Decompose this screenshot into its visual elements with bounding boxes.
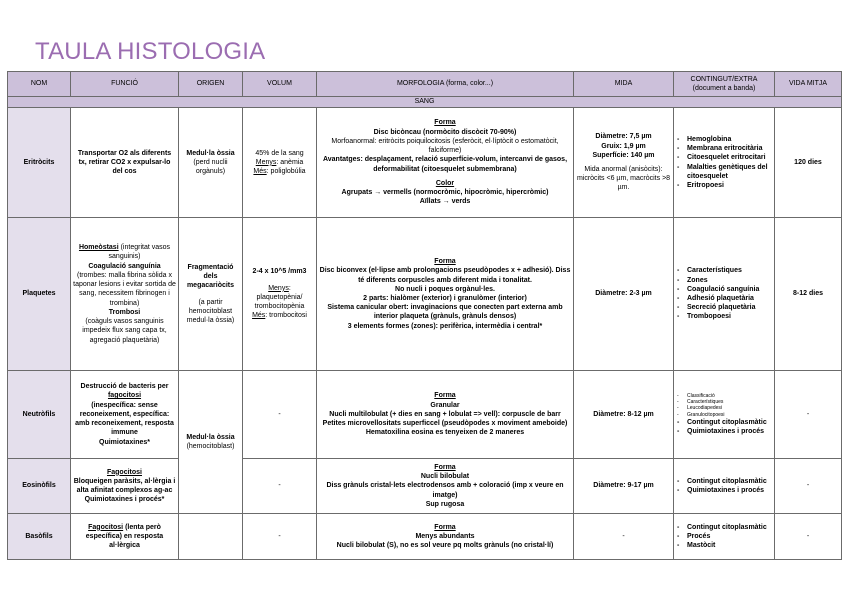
funcio-cell: Transportar O2 als diferents tx, retirar CO2 x expulsar-lo del cos [71, 108, 179, 218]
list-item: - Leucodiapedesi [687, 405, 772, 411]
contingut-list [676, 477, 772, 495]
table-row-neutrofils [8, 371, 842, 459]
funcio-homeostasi-label: Homeòstasi [78, 244, 119, 252]
volum-menys-label: Menys [255, 158, 277, 166]
list-item: - Classificació [687, 393, 772, 399]
list-item: - Membrana eritrocitària [687, 144, 772, 153]
morf-line: 2 parts: hialòmer (exterior) i granulòmer (interior) [363, 295, 527, 302]
row-name: Plaquetes [8, 218, 71, 371]
contingut-cell [674, 218, 775, 371]
header-origen: ORIGEN [179, 72, 243, 97]
funcio-fagocitosi: Fagocitosi [88, 523, 124, 531]
funcio-cell [71, 218, 179, 371]
morfologia-cell [317, 514, 574, 560]
volum-menys-value: : plaquetopènia/ trombocitopènia [254, 284, 305, 311]
vida-cell: - [775, 459, 842, 514]
mida-cell [574, 108, 674, 218]
origen-cell [179, 218, 243, 371]
morf-color-label: Color [435, 179, 455, 187]
contingut-list [676, 135, 772, 190]
table-row-plaquetes [8, 218, 842, 371]
morfologia-cell [317, 371, 574, 459]
origen-cell-shared [179, 371, 243, 514]
contingut-list [676, 523, 772, 551]
vida-cell: - [775, 371, 842, 459]
morf-line: Petites microvellositats superficcel (pseudòpodes x moviment ameboide) [322, 420, 568, 428]
funcio-cell [71, 514, 179, 560]
volum-mes [245, 167, 314, 176]
volum-menys-label: Menys [268, 284, 289, 292]
morf-line: Morfoanormal: eritròcits poiquilocitosis (esferòcit, el·líptòcit o estomatòcit, falciforme) [331, 137, 559, 155]
volum-mes [245, 311, 314, 320]
contingut-small-list [676, 393, 772, 418]
morf-line: Hematoxilina eosina es tenyeixen de 2 maneres [365, 429, 525, 437]
list-item: - Trombopoesi [687, 312, 772, 321]
list-item: - Quimiotaxines i procés [687, 427, 772, 436]
funcio-homeostasi-note: (integritat vasos sanguinis) [108, 244, 171, 261]
section-row [8, 97, 842, 108]
morfologia-cell [317, 108, 574, 218]
morf-forma-label: Forma [434, 463, 456, 471]
row-name: Neutròfils [8, 371, 71, 459]
row-name: Eosinòfils [8, 459, 71, 514]
morf-line: Menys abundants [415, 532, 475, 540]
header-nom: NOM [8, 72, 71, 97]
volum-cell: - [243, 459, 317, 514]
volum-cell: - [243, 514, 317, 560]
morf-forma-label: Forma [434, 119, 456, 127]
morf-line: Sistema canicular obert: invaginacions que conecten part externa amb interior plaqueta (grànuls, grànuls densos) [327, 304, 563, 321]
header-mida: MIDA [574, 72, 674, 97]
list-item: - Contingut citoplasmàtic [687, 418, 772, 427]
list-item: - Secreció plaquetària [687, 303, 772, 312]
morf-line: 3 elements formes (zones): perifèrica, intermèdia i central* [347, 322, 543, 330]
morfologia-cell [317, 459, 574, 514]
list-item: - Coagulació sanguínia [687, 285, 772, 294]
morfologia-cell [317, 218, 574, 371]
list-item: - Característiques [687, 266, 772, 275]
header-volum: VOLUM [243, 72, 317, 97]
header-morfologia: MORFOLOGIA (forma, color...) [317, 72, 574, 97]
funcio-line: Trombosi [108, 308, 141, 316]
vida-cell: - [775, 514, 842, 560]
volum-cell: - [243, 371, 317, 459]
contingut-list [676, 418, 772, 436]
volum-cell [243, 108, 317, 218]
morf-line: Sup rugosa [425, 500, 465, 508]
section-label: SANG [8, 97, 842, 108]
morf-forma-label: Forma [434, 392, 456, 400]
funcio-text: Destrucció de bacteris per [80, 383, 169, 391]
contingut-cell [674, 371, 775, 459]
volum-main: 45% de la sang [255, 149, 304, 157]
origen-cell [179, 514, 243, 560]
morf-line: Diss grànuls cristal·lets electrodensos amb + coloració (imp x veure en imatge) [326, 482, 564, 499]
morf-line: Disc biconvex (el·lipse amb prolongacions pseudòpodes x + adhesió). Diss té diferents corpuscles amb diferent mida i tonalitat. [319, 267, 571, 284]
volum-menys [245, 284, 314, 312]
mida-line: Gruix: 1,9 µm [601, 142, 646, 150]
funcio-cell [71, 459, 179, 514]
mida-note: Mida anormal (anisòcits): micròcits <6 µm, macròcits >8 µm. [576, 166, 671, 192]
volum-menys [245, 158, 314, 167]
origen-main: Medul·la òssia [186, 433, 235, 441]
origen-main: Medul·la òssia [186, 149, 235, 157]
list-item: - Malalties genètiques del citoesquelet [687, 163, 772, 181]
list-item: - Zones [687, 276, 772, 285]
morf-line: Nucli bilobulat (S), no es sol veure pq molts grànuls (no cristal·lí) [336, 542, 554, 550]
contingut-cell [674, 108, 775, 218]
row-name: Eritròcits [8, 108, 71, 218]
morf-forma-label: Forma [434, 258, 456, 266]
origen-note: (perd nuclii orgànuls) [193, 158, 228, 176]
mida-line: Superfície: 140 µm [592, 151, 655, 159]
mida-line: Diàmetre: 7,5 µm [595, 133, 652, 141]
morf-line: Avantatges: desplaçament, relació superfície-volum, intercanvi de gasos, deformabilitat (citoesquelet submembrana) [322, 156, 568, 173]
list-item: - Granulocitopoesi [687, 412, 772, 418]
mida-cell: Diàmetre: 2-3 µm [574, 218, 674, 371]
contingut-cell [674, 459, 775, 514]
origen-main: Fragmentació dels megacariòcits [186, 263, 235, 290]
funcio-homeostasi [73, 243, 176, 261]
list-item: - Citoesquelet eritrocitari [687, 153, 772, 162]
table-row-eosinofils [8, 459, 842, 514]
morf-line: Agrupats → vermells (normocròmic, hipocròmic, hipercròmic) [341, 189, 549, 197]
list-item: - Hemoglobina [687, 135, 772, 144]
mida-cell: Diàmetre: 9-17 µm [574, 459, 674, 514]
funcio-line [73, 382, 176, 400]
header-funcio: FUNCIÓ [71, 72, 179, 97]
morf-line: Nucli bilobulat [420, 473, 470, 481]
funcio-cell [71, 371, 179, 459]
list-item: - Mastòcit [687, 541, 772, 550]
list-item: - Contingut citoplasmàtic [687, 477, 772, 486]
row-name: Basòfils [8, 514, 71, 560]
volum-menys-value: : anèmia [276, 158, 304, 166]
volum-mes-label: Més [252, 312, 266, 320]
volum-cell [243, 218, 317, 371]
volum-mes-value: : trombocitosi [265, 312, 307, 320]
contingut-cell [674, 514, 775, 560]
funcio-line: (inespecífica: sense reconeixement, específica: amb reconeixement, resposta immune [75, 401, 174, 437]
funcio-line [73, 523, 176, 551]
list-item: - Quimiotaxines i procés [687, 486, 772, 495]
funcio-note: (coàguls vasos sanguinis impedeix flux sang capa tx, agregació plaquetària) [82, 318, 167, 344]
funcio-fagocitosi: fagocitosi [107, 392, 142, 400]
morf-forma-label: Forma [434, 523, 456, 531]
funcio-line: Quimiotaxines* [99, 438, 150, 446]
volum-mes-value: : poliglobúlia [266, 168, 306, 176]
morf-line: Disc bicòncau (normòcito discòcit 70-90%) [373, 128, 517, 136]
header-vida: VIDA MITJA [775, 72, 842, 97]
origen-cell [179, 108, 243, 218]
table-row-eritrocits [8, 108, 842, 218]
list-item: - Adhesió plaquetària [687, 294, 772, 303]
morf-line: Granular [430, 401, 460, 409]
header-contingut: CONTINGUT/EXTRA (document a banda) [674, 72, 775, 97]
funcio-line: Bloqueigen paràsits, al·lèrgia i alta afinitat complexos ag-ac [73, 477, 176, 494]
list-item: - Característiques [687, 399, 772, 405]
list-item: - Procés [687, 532, 772, 541]
origen-note: (hemocitoblast) [186, 443, 235, 450]
contingut-list [676, 266, 772, 321]
list-item: - Contingut citoplasmàtic [687, 523, 772, 532]
volum-main: 2-4 x 10^5 /mm3 [252, 268, 307, 276]
mida-cell: - [574, 514, 674, 560]
page-title: TAULA HISTOLOGIA [35, 38, 266, 65]
vida-cell: 8-12 dies [775, 218, 842, 371]
origen-note: (a partir hemocitoblast medul·la òssia) [186, 298, 235, 324]
morf-line: No nucli i poques orgànul·les. [395, 285, 495, 293]
volum-mes-label: Més [253, 168, 267, 176]
morf-line: Nucli multilobulat (+ dies en sang + lobulat => vell): corpuscle de barr [329, 410, 561, 418]
table-row-basofils [8, 514, 842, 560]
funcio-text: (lenta però específica) en resposta al·lèrgica [85, 523, 164, 550]
morf-line: Aïllats → verds [419, 198, 471, 206]
histology-table [7, 71, 842, 560]
header-row [8, 72, 842, 97]
funcio-note: (trombes: malla fibrina sòlida x taponar lesions i evitar sortida de sang, necessitem fibrinogen i trombina) [73, 271, 176, 307]
funcio-line: Coagulació sanguínia [88, 262, 161, 270]
list-item: - Eritropoesi [687, 181, 772, 190]
funcio-line: Fagocitosi [106, 468, 142, 476]
funcio-line: Quimiotaxines i procés* [84, 496, 165, 504]
vida-cell: 120 dies [775, 108, 842, 218]
mida-cell: Diàmetre: 8-12 µm [574, 371, 674, 459]
